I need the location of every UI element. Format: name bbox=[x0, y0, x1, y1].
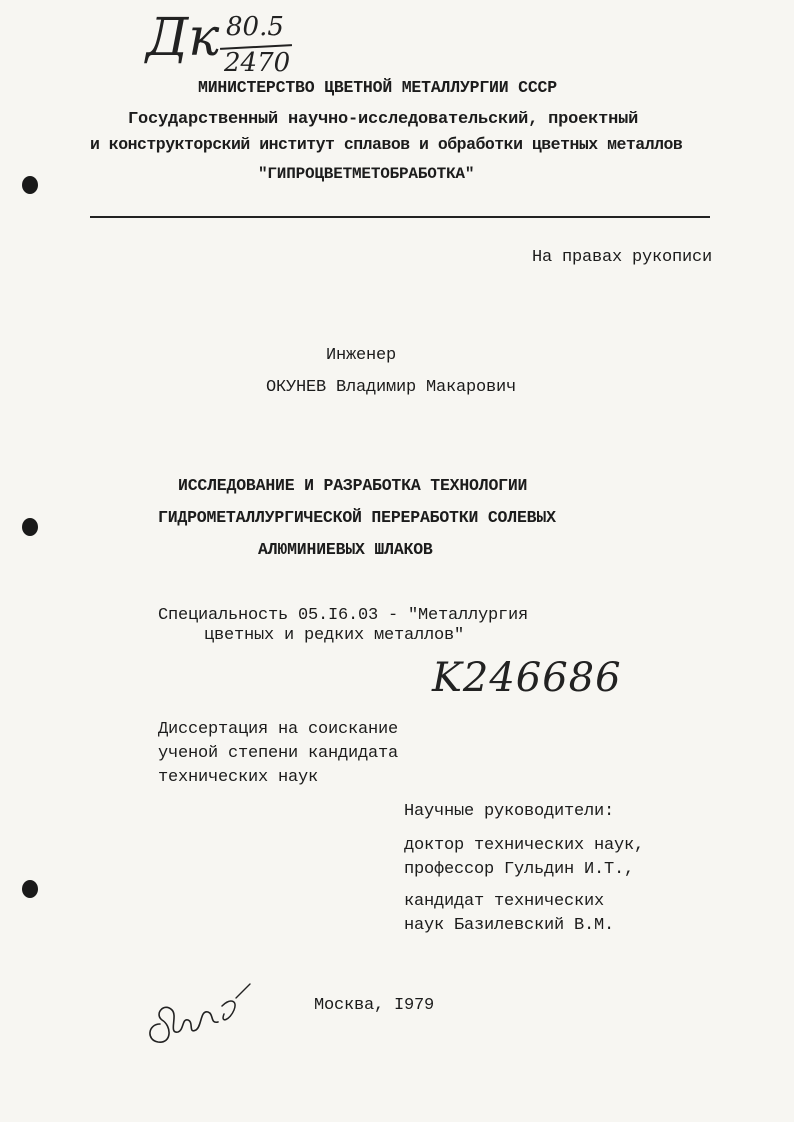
dissertation-line-1: Диссертация на соискание bbox=[158, 720, 399, 739]
supervisors-heading: Научные руководители: bbox=[404, 802, 615, 821]
supervisor-1-degree: доктор технических наук, bbox=[404, 836, 645, 855]
ministry-name: МИНИСТЕРСТВО ЦВЕТНОЙ МЕТАЛЛУРГИИ СССР bbox=[198, 78, 557, 97]
catalog-prefix: Дк bbox=[146, 8, 220, 68]
place-and-year: Москва, I979 bbox=[314, 996, 435, 1015]
supervisor-1-name: профессор Гульдин И.Т., bbox=[404, 860, 635, 879]
author-position: Инженер bbox=[326, 346, 397, 365]
thesis-title-line-2: ГИДРОМЕТАЛЛУРГИЧЕСКОЙ ПЕРЕРАБОТКИ СОЛЕВЫХ bbox=[158, 508, 556, 527]
author-name: ОКУНЕВ Владимир Макарович bbox=[266, 378, 517, 397]
thesis-title-line-1: ИССЛЕДОВАНИЕ И РАЗРАБОТКА ТЕХНОЛОГИИ bbox=[178, 476, 528, 495]
supervisor-2-degree: кандидат технических bbox=[404, 892, 605, 911]
supervisor-2-name: наук Базилевский В.М. bbox=[404, 916, 615, 935]
specialty-line-2: цветных и редких металлов" bbox=[204, 626, 465, 645]
catalog-number-top: 80.5 bbox=[226, 12, 284, 42]
institute-line-1: Государственный научно-исследовательский, проектный bbox=[128, 110, 639, 129]
handwritten-signature bbox=[138, 980, 258, 1052]
punch-hole-bottom bbox=[22, 880, 38, 898]
catalog-number-bottom: 2470 bbox=[224, 48, 291, 78]
header-divider bbox=[90, 216, 710, 218]
inventory-number: K246686 bbox=[432, 655, 622, 701]
dissertation-line-2: ученой степени кандидата bbox=[158, 744, 399, 763]
punch-hole-middle bbox=[22, 518, 38, 536]
thesis-title-line-3: АЛЮМИНИЕВЫХ ШЛАКОВ bbox=[258, 540, 433, 559]
institute-short-name: "ГИПРОЦВЕТМЕТОБРАБОТКА" bbox=[258, 165, 475, 183]
dissertation-line-3: технических наук bbox=[158, 768, 319, 787]
institute-line-2: и конструкторский институт сплавов и обработки цветных металлов bbox=[90, 135, 683, 154]
manuscript-rights-note: На правах рукописи bbox=[532, 248, 713, 267]
punch-hole-top bbox=[22, 176, 38, 194]
specialty-line-1: Специальность 05.I6.03 - "Металлургия bbox=[158, 606, 529, 625]
